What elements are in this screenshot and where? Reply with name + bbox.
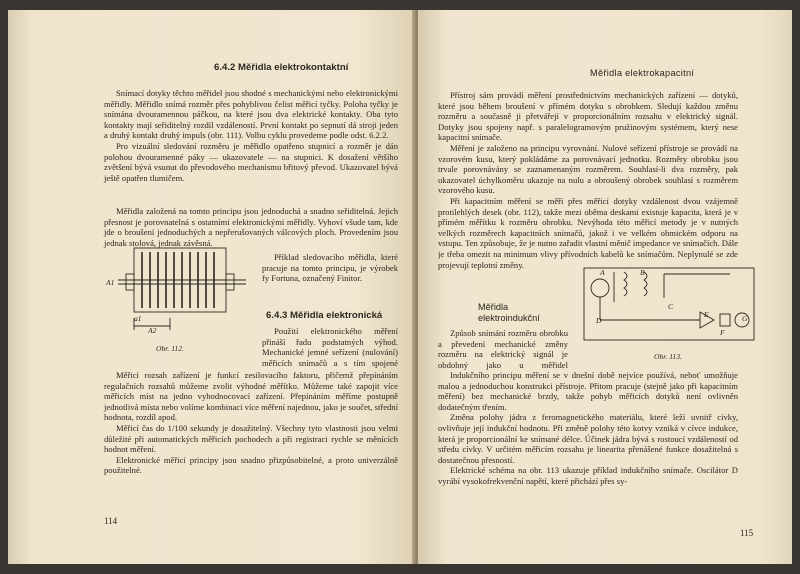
paragraph: Indukčního principu měření se v dnešní době nejvíce používá, neboť umožňuje malou a jednoduchou konstrukci přístroje. Přitom pracuje (stejně jako při kapacitním měření) bez mechanické brzdy, takže pohyb měřicích dotyků není ovlivněn dodatečným třením. (438, 370, 738, 412)
figure-113-label-b: B (640, 268, 645, 277)
paragraph: Přístroj sám provádí měření prostřednictvím mechanických zařízení — dotyků, které jsou během broušení v přímém dotyku s obrobkem. Sledují každou změnu rozměru a současně ji přetvářejí v proporcionálním rozsahu v elektrický signál. Dotyky jsou spojeny např. s paralelogramovým pružinovým systémem, který nese kapacitní snímače. (438, 90, 738, 143)
figure-112-label-b: a1 (134, 314, 142, 323)
paragraph: Změna polohy jádra z feromagnetického materiálu, které leží uvnitř cívky, ovlivňuje její indukční hodnotu. Při změně polohy této kotvy vzniká v cívce indukce, která je proporcionální ke snímané délce. Účinek jádra bývá s rostoucí vzdáleností od středu cívky. V určitém měřicím rozsahu je linearita přenášené funkce dosažitelná s dostatečnou přesností. (438, 412, 738, 465)
right-page (418, 10, 792, 564)
figure-113-label-d: D (596, 316, 602, 325)
left-side-column (262, 252, 398, 284)
figure-112-drawing (112, 238, 252, 338)
left-text-block-1 (104, 88, 398, 183)
right-text-block-1 (438, 90, 738, 196)
paragraph: Měřicí rozsah zařízení je funkcí zesilovacího faktoru, přičemž přepínáním regulačních rozsahů můžeme zvolit výhodné měřítko. Můžeme také zapojit více měřicích míst na jedno vyhodnocovací zařízení. Přepínáním měříme postupně jednotlivá místa nebo volíme kombinaci více měření najednou, jako je součet, střední hodnota, rozdíl apod. (104, 370, 398, 423)
left-side-column-2 (262, 326, 398, 368)
paragraph: Měřidla založená na tomto principu jsou jednoduchá a snadno seřiditelná. Jejich přesnost je porovnatelná s ostatními elektronickými měřidly. Vyhoví všude tam, kde jde o broušení jednoduchých a nepřerušovaných válcových ploch. Provedením jsou jednak stolová, jednak závěsná. (104, 206, 398, 248)
paragraph: Měřicí čas do 1/100 sekundy je dosažitelný. Všechny tyto vlastnosti jsou velmi důležité při automatických měřicích pochodech a při registraci rychle se měnících hodnot měření. (104, 422, 398, 455)
side-heading-elektroindukcni: Měřidla elektroindukční (478, 302, 540, 323)
figure-113-label-e: E (704, 310, 709, 319)
paragraph: Při kapacitním měření se měří přes měřicí dotyky vzdálenost dvou vzájemně protilehlých desek (obr. 112), takže mezi oběma deskami existuje kapacita, která je v přímém měřítku k rozměru obrobku. Nevýhoda této měřicí metody je v nutných velkých rozměrech kapacitních snímačů, jakož i ve velkém ohmickém odporu na vstupu. Ten způsobuje, že je nutno zařadit vlastní měnič impedance ve snímačích. Dále je třeba omezit na minimum vlivy přívodních kabelů ke snímačům. Neplynulé se zde projevují teplotní změny. (438, 196, 738, 270)
paragraph: Způsob snímání rozměru obrobku a převedení mechanické změny rozměru na elektrický signál je obdobný jako u měřidel (438, 328, 568, 370)
left-text-block-3 (104, 370, 398, 476)
paragraph: Elektronické měřicí principy jsou snadno přizpůsobitelné, a proto univerzálně použitelné. (104, 454, 398, 476)
page-number-right: 115 (740, 528, 754, 538)
figure-112-label-a: A1 (106, 278, 115, 287)
right-side-column (438, 328, 568, 370)
figure-113-caption: Obr. 113. (654, 352, 682, 361)
right-text-block-3 (438, 370, 738, 487)
section-642-title: 6.4.2 Měřidla elektrokontaktní (214, 62, 349, 73)
section-643-title: 6.4.3 Měřidla elektronická (266, 310, 383, 321)
figure-113-label-f: F (720, 328, 725, 337)
paragraph: Příklad sledovacího měřidla, které pracuje na tomto principu, je výrobek fy Fortuna, označený Finitor. (262, 252, 398, 284)
paragraph: Pro vizuální sledování rozměru je měřidlo opatřeno stupnicí a rozměr je dán polohou dvouramenné páky — ukazovatele — na stupnici. K dosažení většího zvětšení bývá vsunut do převodového mechanismu břitový převod. Ukazovatel bývá ještě opatřen tlumičem. (104, 140, 398, 183)
figure-112-label-c: A2 (148, 326, 157, 335)
paragraph: Snímací dotyky těchto měřidel jsou shodné s mechanickými nebo elektronickými měřidly. Měřidlo snímá rozměr přes pohyblivou čelist měřicí tyčky. Poloha tyčky je snímána dvouramennou páčkou, na které jsou dva elektrické kontakty. Oba tyto kontakty mají seřiditelný rozdíl vzdáleností. První kontakt po sepnutí dá stroji jeden a druhý kontakt druhý impuls (obr. 111). Volbu cyklu provedeme podle odst. 6.2.2. (104, 88, 398, 141)
paragraph: Elektrické schéma na obr. 113 ukazuje příklad indukčního snímače. Oscilátor D vyrábí vysokofrekvenční napětí, které přichází přes sy- (438, 465, 738, 486)
paragraph: Použití elektronického měření přináší řadu podstatných výhod. Mechanické jemné seřízení (nulování) měřicích snímačů a s tím spojené (262, 326, 398, 368)
figure-113-label-c: C (668, 302, 674, 311)
page-number-left: 114 (104, 516, 118, 526)
figure-113-label-a: A (600, 268, 605, 277)
left-page (8, 10, 416, 564)
figure-112-caption: Obr. 112. (156, 344, 184, 353)
running-head: Měřidla elektrokapacitní (590, 68, 695, 78)
paragraph: Měření je založeno na principu vyrovnání. Nulové seřízení přístroje se provádí na vzorovém kusu, který pokládáme za porovnávací jednotku. Rozměry obrobku jsou trvale porovnávány se zaznamenaným rozměrem. Souhlasí-li dva rozměry, pak ukazovatel úchylkoměru ukazuje na nulu a obroušený obrobek souhlasí s rozměrem vzorového kusu. (438, 142, 738, 196)
figure-113-label-g: G (742, 314, 748, 323)
